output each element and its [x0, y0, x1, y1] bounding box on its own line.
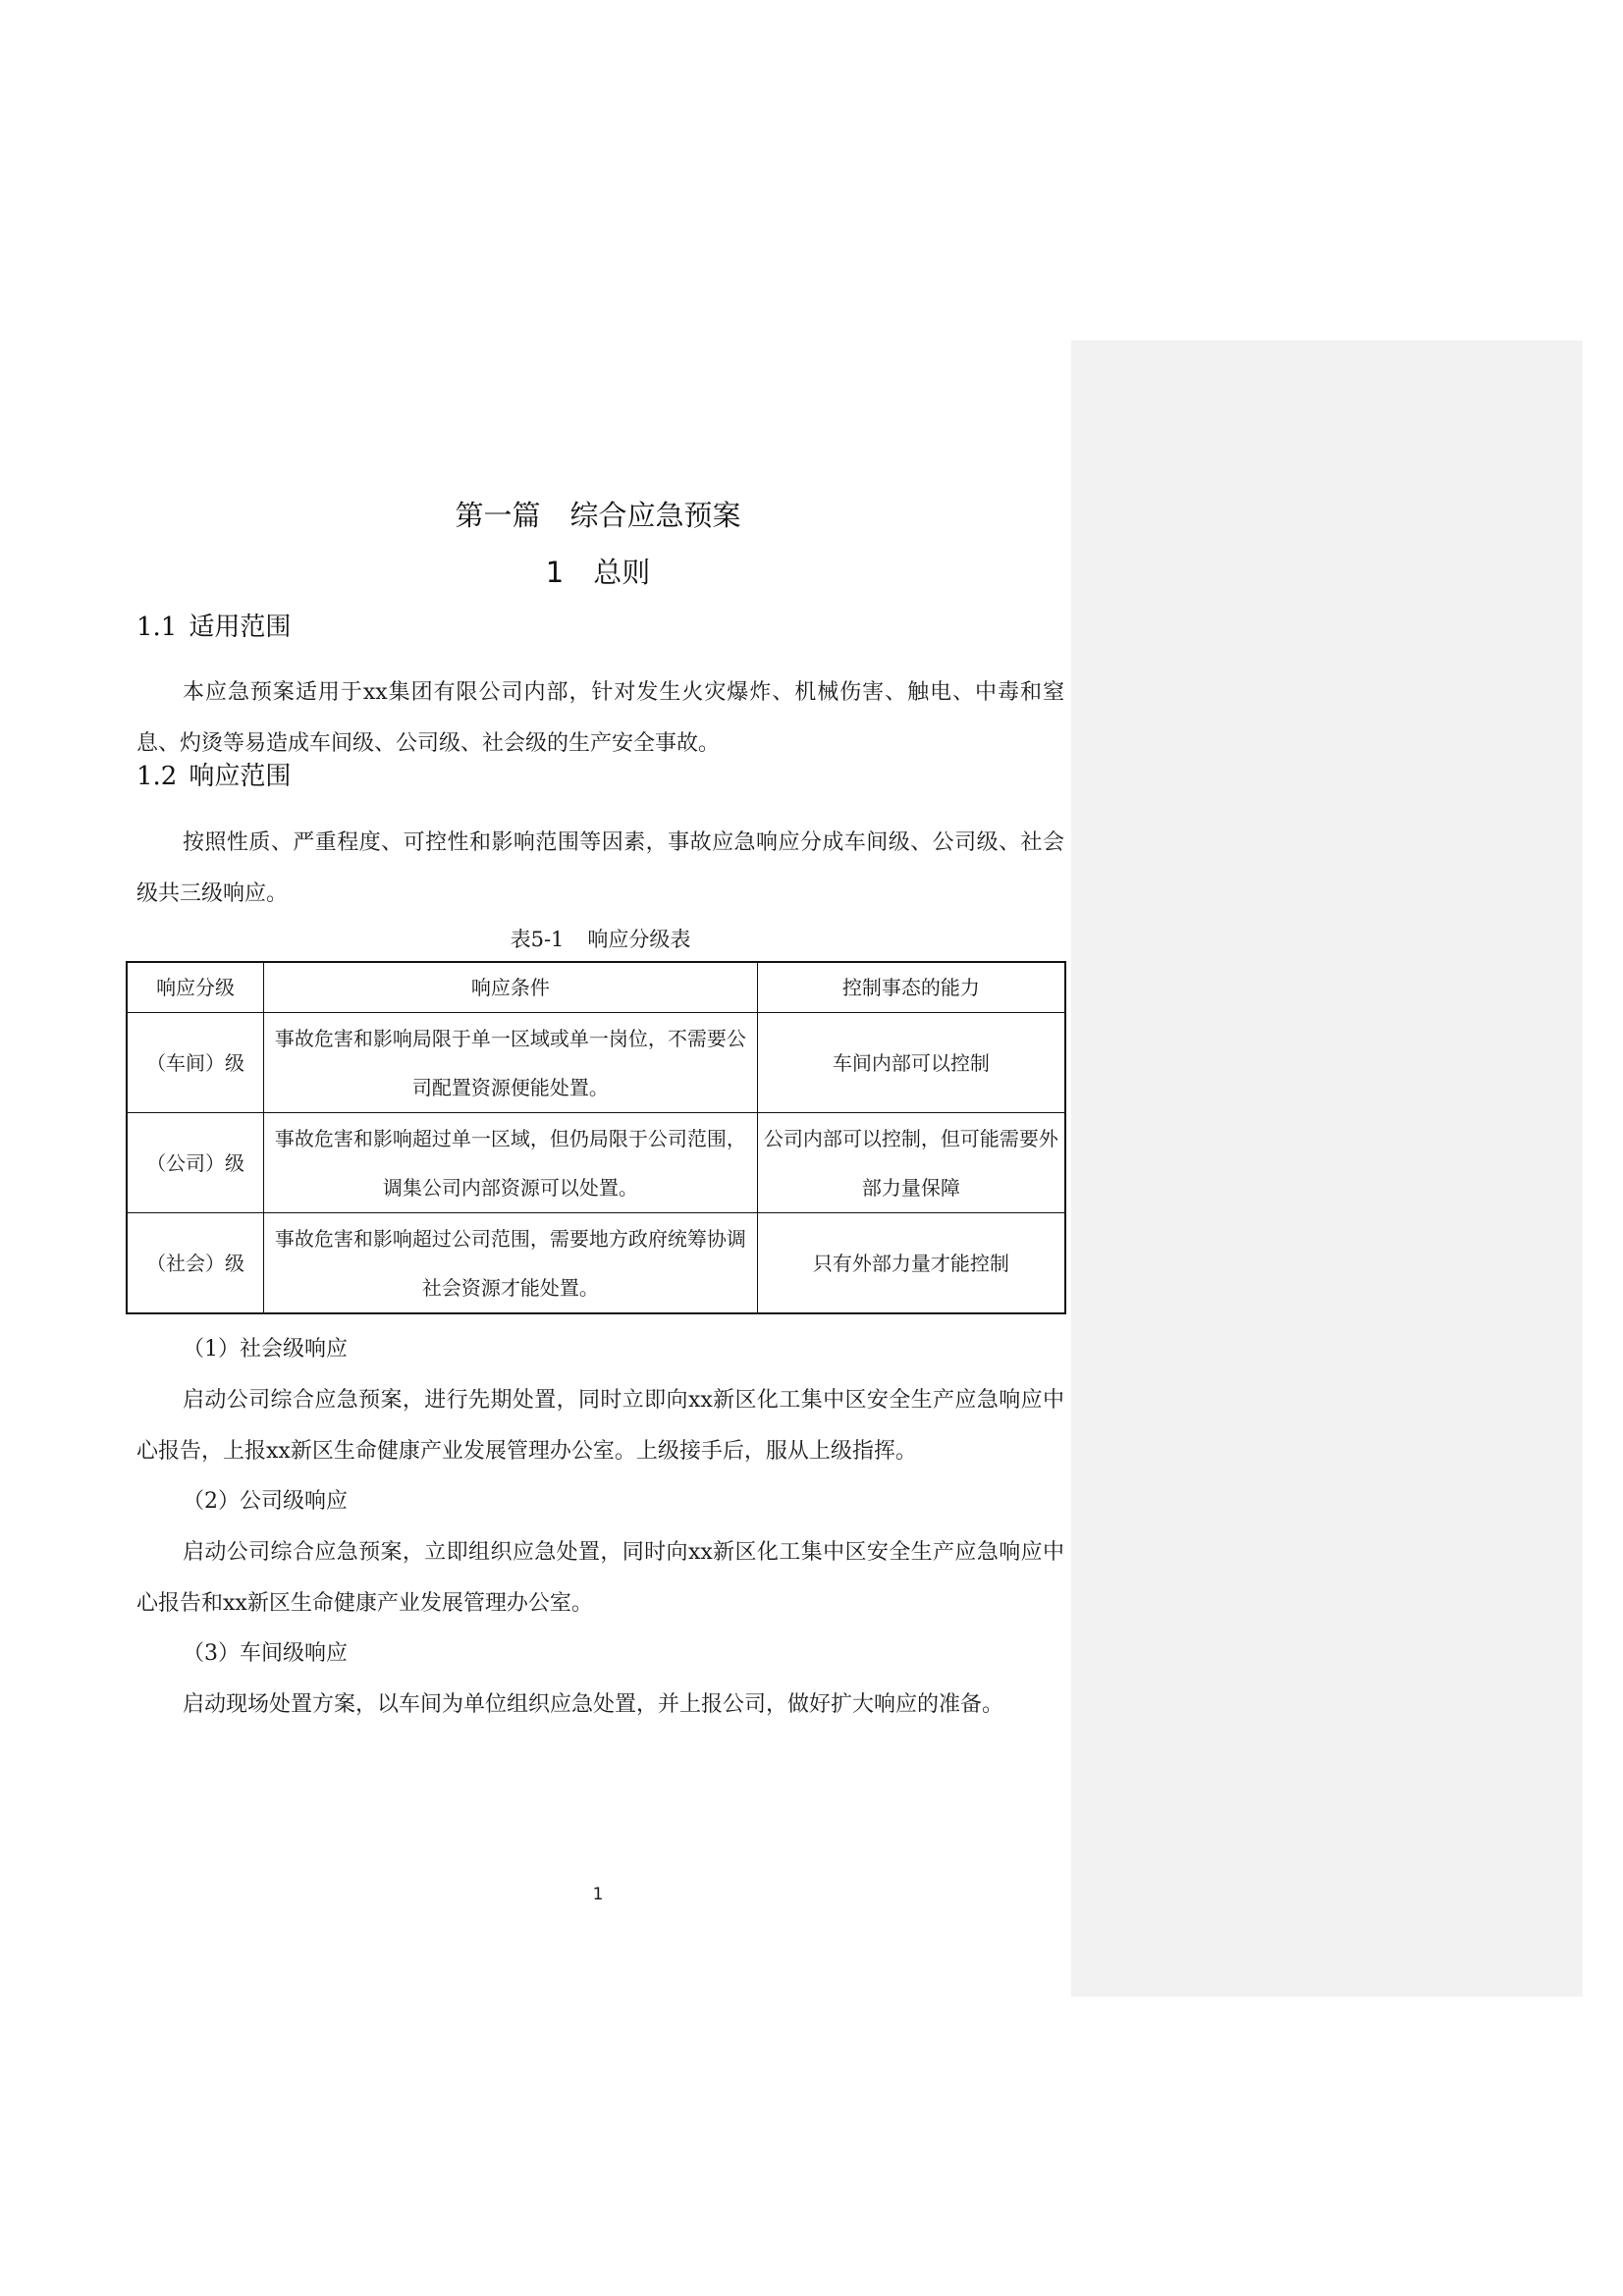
section-heading-response-range — [136, 759, 291, 794]
response-level-table — [126, 961, 1066, 1314]
table-cell-condition: 事故危害和影响局限于单一区域或单一岗位，不需要公司配置资源便能处置。 — [264, 1013, 758, 1113]
table-caption — [136, 925, 1064, 954]
table-cell-capability: 车间内部可以控制 — [757, 1013, 1065, 1113]
section-number: 1.1 — [136, 613, 178, 642]
table-cell-level: （公司）级 — [127, 1113, 264, 1213]
section-number: 1.2 — [136, 762, 178, 791]
table-cell-capability: 只有外部力量才能控制 — [757, 1213, 1065, 1314]
part-title-text: 综合应急预案 — [569, 499, 741, 532]
table-header-cell: 控制事态的能力 — [757, 962, 1065, 1013]
table-caption-text: 响应分级表 — [587, 928, 691, 951]
part-title-prefix: 第一篇 — [455, 499, 541, 532]
response-subheading-society: （1）社会级响应 — [183, 1337, 348, 1362]
response-paragraph-company: 启动公司综合应急预案，立即组织应急处置，同时向xx新区化工集中区安全生产应急响应中心报告和xx新区生命健康产业发展管理办公室。 — [136, 1540, 1064, 1616]
table-header-cell: 响应分级 — [127, 962, 264, 1013]
response-paragraph-workshop: 启动现场处置方案，以车间为单位组织应急处置，并上报公司，做好扩大响应的准备。 — [183, 1692, 1004, 1717]
table-cell-level: （车间）级 — [127, 1013, 264, 1113]
table-cell-level: （社会）级 — [127, 1213, 264, 1314]
section-heading-text: 适用范围 — [189, 613, 292, 642]
response-paragraph-society: 启动公司综合应急预案，进行先期处置，同时立即向xx新区化工集中区安全生产应急响应中心报告，上报xx新区生命健康产业发展管理办公室。上级接手后，服从上级指挥。 — [136, 1388, 1064, 1464]
chapter-title-text: 总则 — [593, 556, 651, 589]
table-row — [127, 1013, 1065, 1113]
chapter-number: 1 — [545, 556, 565, 589]
response-range-paragraph: 按照性质、严重程度、可控性和影响范围等因素，事故应急响应分成车间级、公司级、社会级共三级响应。 — [136, 830, 1064, 906]
section-heading-text: 响应范围 — [189, 762, 292, 791]
table-row — [127, 1213, 1065, 1314]
section-heading-scope — [136, 610, 291, 645]
part-title — [0, 496, 1196, 535]
table-row — [127, 1113, 1065, 1213]
chapter-title — [0, 553, 1196, 592]
page-number: 1 — [592, 1885, 604, 1904]
table-header-row — [127, 962, 1065, 1013]
table-header-cell: 响应条件 — [264, 962, 758, 1013]
table-caption-number: 表5-1 — [510, 928, 565, 951]
scope-paragraph: 本应急预案适用于xx集团有限公司内部，针对发生火灾爆炸、机械伤害、触电、中毒和窒息、灼烫等易造成车间级、公司级、社会级的生产安全事故。 — [136, 680, 1064, 756]
table-cell-condition: 事故危害和影响超过公司范围，需要地方政府统筹协调社会资源才能处置。 — [264, 1213, 758, 1314]
response-subheading-company: （2）公司级响应 — [183, 1489, 348, 1514]
table-cell-condition: 事故危害和影响超过单一区域，但仍局限于公司范围，调集公司内部资源可以处置。 — [264, 1113, 758, 1213]
response-subheading-workshop: （3）车间级响应 — [183, 1641, 348, 1666]
table-cell-capability: 公司内部可以控制，但可能需要外部力量保障 — [757, 1113, 1065, 1213]
